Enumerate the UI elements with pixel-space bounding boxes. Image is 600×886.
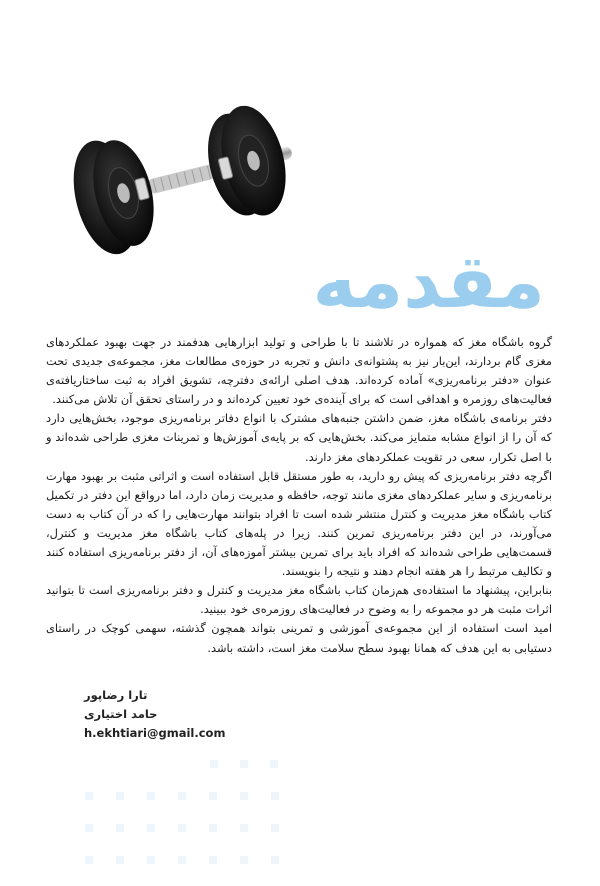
author-name: تارا رضاپور [84,688,148,702]
page-title: مقدمه [312,239,545,325]
paragraph: اگرچه دفتر برنامه‌ریزی که پیش رو دارید، به طور مستقل قابل استفاده است و اثراتی مثبت بر بهبود مهارت برنامه‌ریزی و سایر عملکردهای مغزی مانند توجه، حافظه و مدیریت زمان دارد، اما درواقع این دفتر در تکمیل کتاب باشگاه مغز مدیریت و کنترل منتشر شده است تا افراد بتوانند مهارت‌هایی را که در آن کتاب به دست می‌آورند، در این دفتر برنامه‌ریزی تمرین کنند. زیرا در پله‌های کتاب باشگاه مغز مدیریت و کنترل، قسمت‌هایی طراحی شده‌اند که افراد باید برای تمرین بیشتر آموزه‌های آن، از دفتر برنامه‌ریزی استفاده کنند و تکالیف مرتبط را هر هفته انجام دهند و نتیجه را بنویسند. [46,468,552,579]
paragraph: بنابراین، پیشنهاد ما استفاده‌ی هم‌زمان کتاب باشگاه مغز مدیریت و کنترل و دفتر برنامه‌ریزی است تا بتوانید اثرات مثبت هر دو مجموعه را به وضوح در فعالیت‌های روزمره‌ی خود ببینید. [46,583,552,617]
paragraph: امید است استفاده از این مجموعه‌ی آموزشی و تمرینی بتواند همچون گذشته، سهمی کوچک در راستای دستیابی به این هدف که همانا بهبود سطح سلامت مغز است، داشته باشد. [46,621,552,655]
author-name: حامد اختیاری [84,707,158,721]
author-email: h.ekhtiari@gmail.com [84,726,226,740]
paragraph: گروه باشگاه مغز که همواره در تلاشند تا با طراحی و تولید ابزارهایی هدفمند در جهت بهبود عملکردهای مغزی گام بردارند، این‌بار نیز به پشتوانه‌ی دانش و تجربه در حوزه‌ی مطالعات مغز، مجموعه‌ی جدیدی تحت عنوان «دفتر برنامه‌ریزی» آماده کرده‌اند. هدف اصلی ارائه‌ی دفترچه، تشویق افراد به ثبت ساختاریافته‌ی فعالیت‌های روزمره و اهدافی است که برای آینده‌ی خود تعیین کرده‌اند و در راستای تحقق آن تلاش می‌کنند. [46,335,552,407]
paragraph: دفتر برنامه‌ی باشگاه مغز، ضمن داشتن جنبه‌های مشترک با انواع دفاتر برنامه‌ریزی موجود، بخش‌هایی دارد که آن را از انواع مشابه متمایز می‌کند. بخش‌هایی که بر پایه‌ی آموزش‌ها و تمرینات مغزی طراحی شده‌اند و با اصل تکرار، سعی در تقویت عملکردهای مغز دارند. [46,411,552,464]
